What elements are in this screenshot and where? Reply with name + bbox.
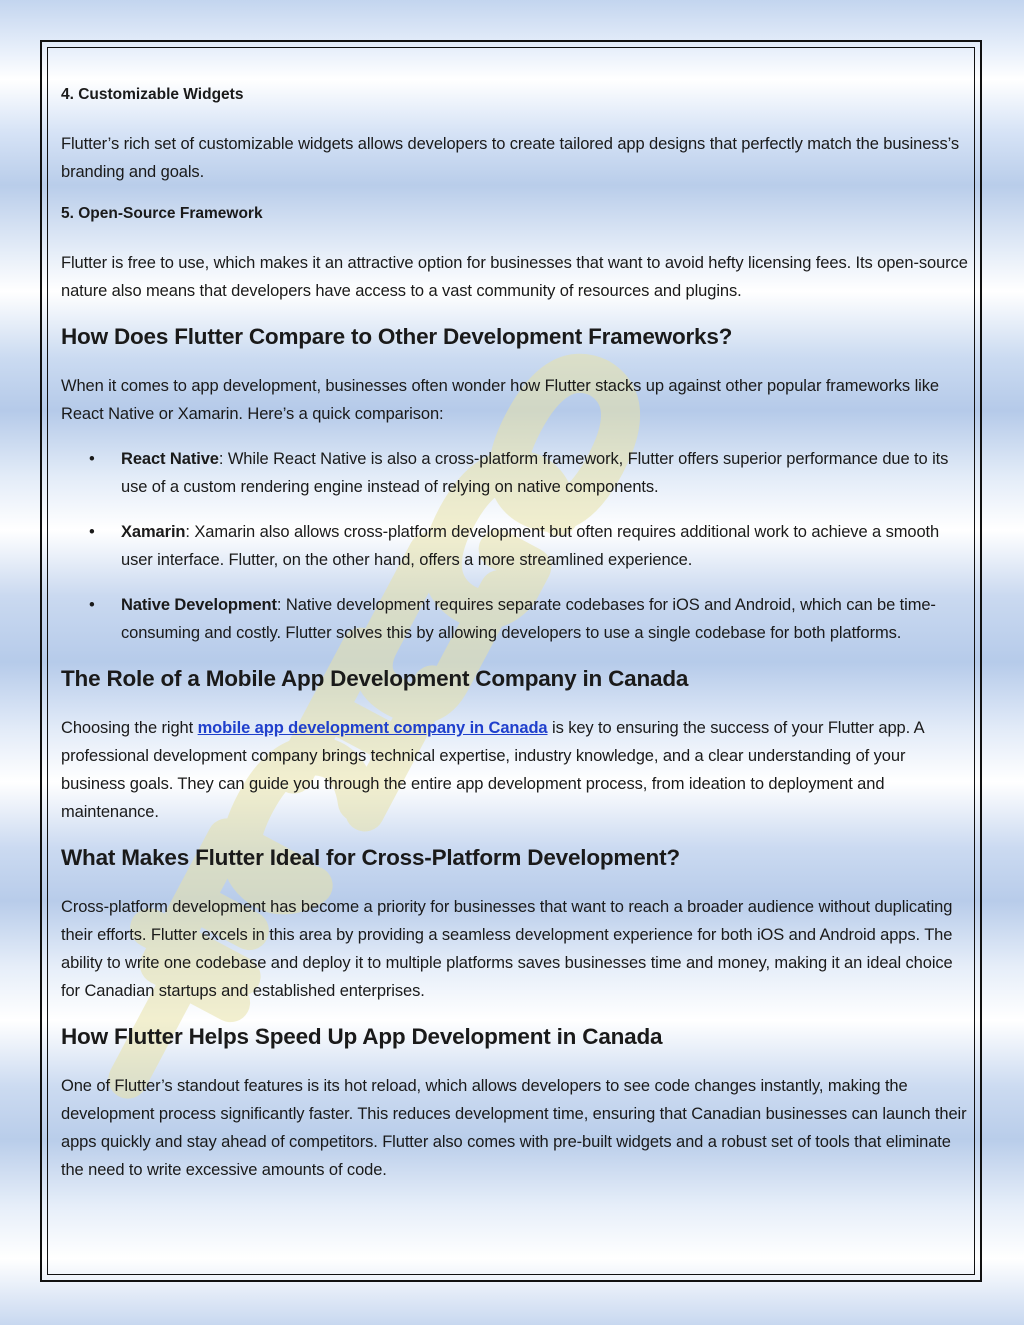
list-item bbox=[61, 445, 971, 501]
role-text-before: Choosing the right bbox=[61, 719, 198, 737]
crossplatform-heading: What Makes Flutter Ideal for Cross-Platform Development? bbox=[61, 845, 680, 870]
bullet-icon: • bbox=[89, 523, 95, 541]
speed-heading: How Flutter Helps Speed Up App Development in Canada bbox=[61, 1024, 663, 1049]
compare-heading: How Does Flutter Compare to Other Development Frameworks? bbox=[61, 324, 733, 349]
role-text-after: is key to ensuring the success of your Flutter app. A professional development company brings technical expertise, industry knowledge, and a clear understanding of your business goals. They can guide you through the entire app development process, from ideation to deployment and maintenance. bbox=[61, 719, 924, 821]
role-heading: The Role of a Mobile App Development Company in Canada bbox=[61, 666, 689, 691]
bullet-icon: • bbox=[89, 450, 95, 468]
speed-paragraph: One of Flutter’s standout features is its hot reload, which allows developers to see code changes instantly, making the development process significantly faster. This reduces development time, ensuring that Canadian businesses can launch their apps quickly and stay ahead of competitors. Flutter also comes with pre-built widgets and a robust set of tools that eliminate the need to write excessive amounts of code. bbox=[61, 1077, 967, 1179]
list-text: : While React Native is also a cross-platform framework, Flutter offers superior performance due to its use of a custom rendering engine instead of relying on native components. bbox=[121, 450, 949, 496]
role-paragraph bbox=[61, 714, 971, 826]
widgets-paragraph: Flutter’s rich set of customizable widgets allows developers to create tailored app designs that perfectly match the business’s branding and goals. bbox=[61, 135, 960, 181]
list-item bbox=[61, 591, 971, 647]
bullet-icon: • bbox=[89, 596, 95, 614]
opensource-heading: 5. Open-Source Framework bbox=[61, 205, 263, 222]
company-link[interactable]: mobile app development company in Canada bbox=[197, 719, 548, 737]
list-term: React Native bbox=[121, 450, 219, 468]
list-term: Native Development bbox=[121, 596, 277, 614]
list-text: : Xamarin also allows cross-platform development but often requires additional work to achieve a smooth user interface. Flutter, on the other hand, offers a more streamlined experience. bbox=[121, 523, 940, 569]
opensource-paragraph: Flutter is free to use, which makes it an attractive option for businesses that want to avoid hefty licensing fees. Its open-source nature also means that developers have access to a vast community of resources and plugins. bbox=[61, 254, 968, 300]
list-text: : Native development requires separate codebases for iOS and Android, which can be time-consuming and costly. Flutter solves this by allowing developers to use a single codebase for both platforms. bbox=[121, 596, 936, 642]
list-term: Xamarin bbox=[121, 523, 186, 541]
compare-intro: When it comes to app development, businesses often wonder how Flutter stacks up against other popular frameworks like React Native or Xamarin. Here’s a quick comparison: bbox=[61, 377, 939, 423]
compare-list bbox=[61, 445, 971, 647]
widgets-heading: 4. Customizable Widgets bbox=[61, 86, 244, 103]
crossplatform-paragraph: Cross-platform development has become a priority for businesses that want to reach a broader audience without duplicating their efforts. Flutter excels in this area by providing a seamless development experience for both iOS and Android apps. The ability to write one codebase and deploy it to multiple platforms saves businesses time and money, making it an ideal choice for Canadian startups and established enterprises. bbox=[61, 898, 953, 1000]
list-item bbox=[61, 518, 971, 574]
document-body bbox=[61, 84, 971, 1201]
